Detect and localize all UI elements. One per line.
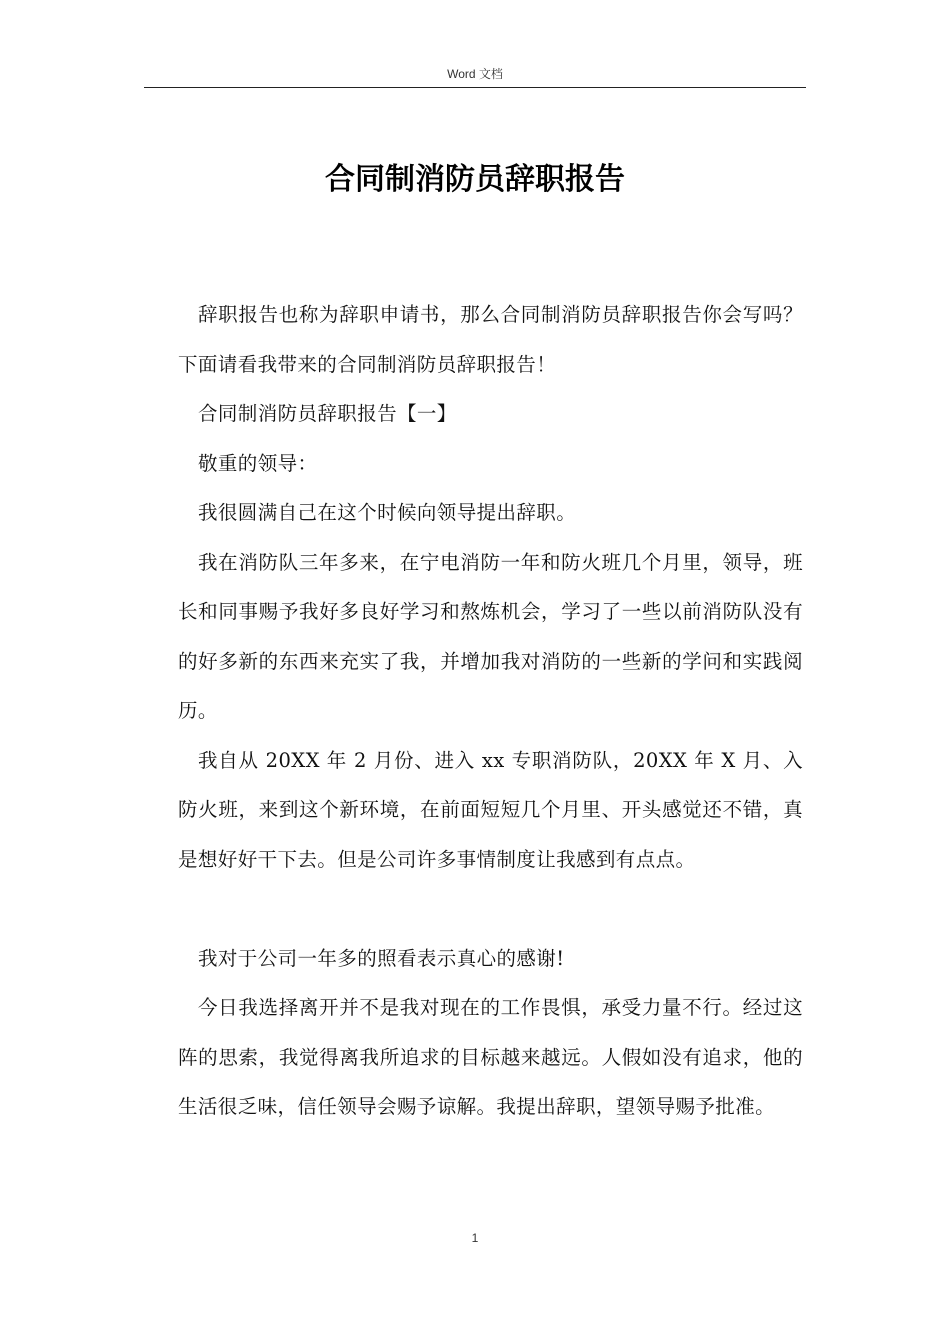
paragraph: 今日我选择离开并不是我对现在的工作畏惧，承受力量不行。经过这阵的思索，我觉得离我所追求的目标越来越远。人假如没有追求，他的生活很乏味，信任领导会赐予谅解。我提出辞职，望领导赐予批准。: [178, 996, 803, 1118]
header-divider: [144, 87, 806, 88]
paragraph: 我在消防队三年多来，在宁电消防一年和防火班几个月里，领导，班长和同事赐予我好多良好学习和熬炼机会，学习了一些以前消防队没有的好多新的东西来充实了我，并增加我对消防的一些新的学问和实践阅历。: [178, 550, 803, 722]
paragraph-section-heading: 合同制消防员辞职报告【一】: [198, 402, 457, 425]
paragraph: 我很圆满自己在这个时候向领导提出辞职。: [198, 501, 577, 524]
paragraph-salutation: 敬重的领导：: [198, 451, 318, 475]
page-number: 1: [471, 1231, 479, 1245]
page-header: Word 文档: [447, 67, 503, 81]
paragraph: 我自从 20XX 年 2 月份、进入 xx 专职消防队，20XX 年 X 月、入防火班，来到这个新环境，在前面短短几个月里、开头感觉还不错，真是想好好干下去。但是公司许多事情制度让我感到有点点。: [178, 748, 803, 871]
document-body: [178, 290, 803, 1132]
paragraph-intro: 辞职报告也称为辞职申请书，那么合同制消防员辞职报告你会写吗？下面请看我带来的合同制消防员辞职报告！: [178, 303, 803, 376]
paragraph: 我对于公司一年多的照看表示真心的感谢!: [198, 946, 565, 970]
document-title: 合同制消防员辞职报告: [325, 162, 625, 197]
blank-line: [178, 884, 803, 934]
